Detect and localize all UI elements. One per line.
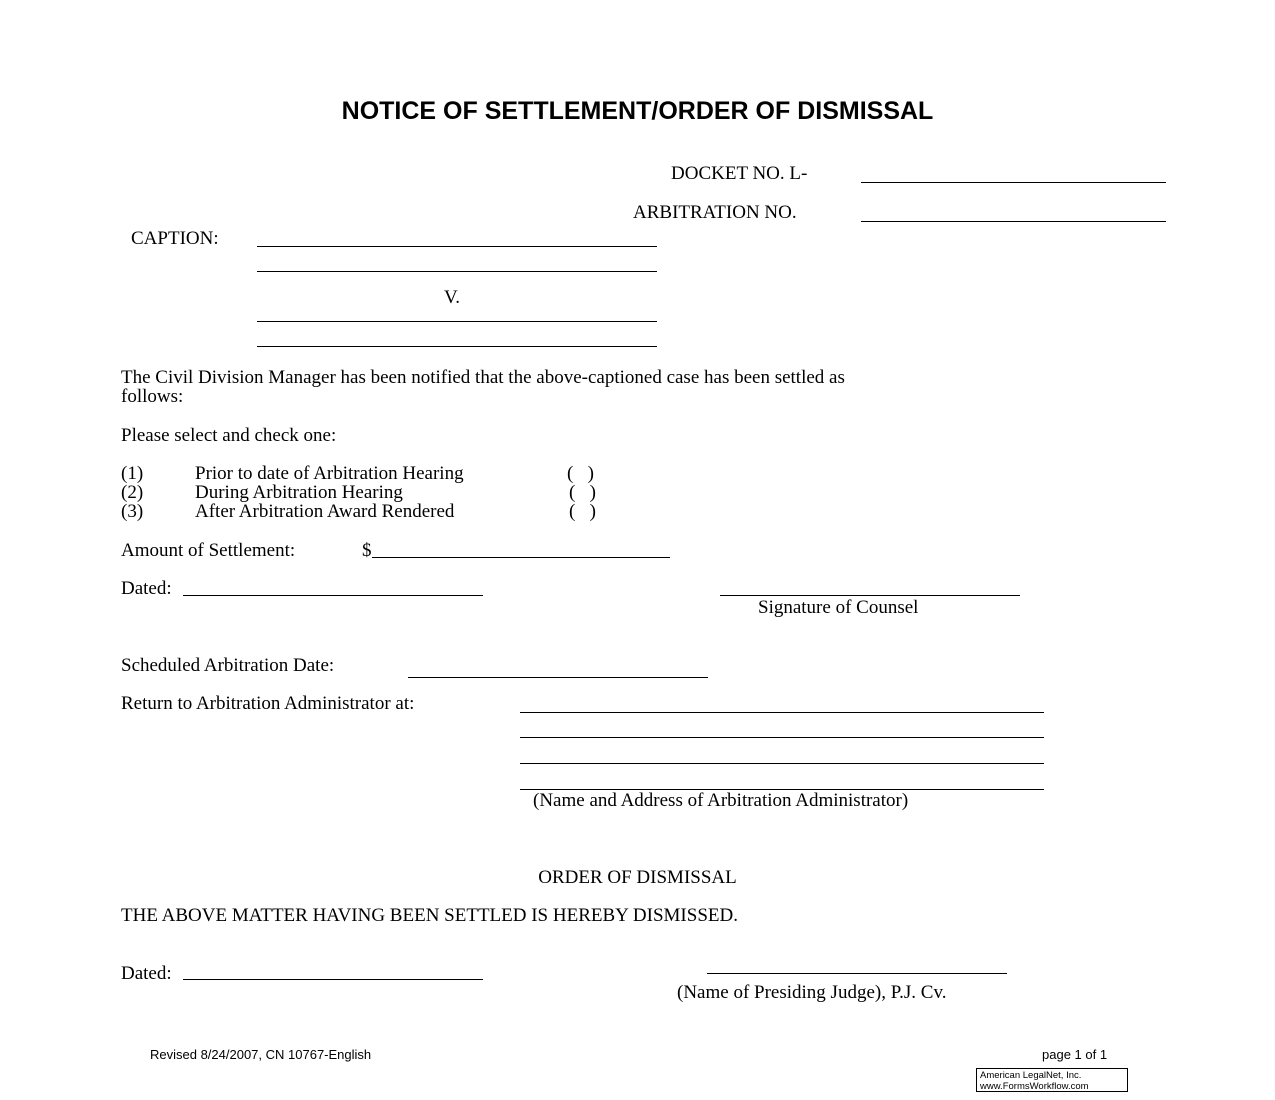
- caption-defendant-line-2[interactable]: [257, 346, 657, 347]
- option-label-after: After Arbitration Award Rendered: [195, 501, 455, 522]
- legalnet-logo: [976, 1068, 1128, 1092]
- versus-text: V.: [444, 287, 461, 308]
- order-text: THE ABOVE MATTER HAVING BEEN SETTLED IS HEREBY DISMISSED.: [121, 905, 738, 926]
- option-label-during: During Arbitration Hearing: [195, 482, 403, 503]
- docket-label: DOCKET NO. L-: [671, 163, 808, 184]
- intro-line-2: follows:: [121, 386, 184, 407]
- option-label-prior: Prior to date of Arbitration Hearing: [195, 463, 464, 484]
- judge-signature-field[interactable]: [707, 973, 1007, 974]
- caption-defendant-line-1[interactable]: [257, 321, 657, 322]
- option-number: (3): [121, 501, 144, 522]
- scheduled-date-field[interactable]: [408, 677, 708, 678]
- caption-label: CAPTION:: [131, 228, 219, 249]
- document-title: NOTICE OF SETTLEMENT/ORDER OF DISMISSAL: [341, 97, 934, 125]
- caption-plaintiff-line-2[interactable]: [257, 271, 657, 272]
- currency-symbol: $: [362, 540, 372, 561]
- signature-caption: Signature of Counsel: [758, 597, 919, 618]
- judge-caption: (Name of Presiding Judge), P.J. Cv.: [677, 982, 947, 1003]
- arbitration-number-field[interactable]: [861, 221, 1166, 222]
- admin-address-line-1[interactable]: [520, 712, 1044, 713]
- dated-field[interactable]: [183, 595, 483, 596]
- option-number: (2): [121, 482, 144, 503]
- amount-field[interactable]: [372, 557, 670, 558]
- counsel-signature-field[interactable]: [720, 595, 1020, 596]
- admin-caption: (Name and Address of Arbitration Administrator): [533, 790, 909, 811]
- admin-address-line-2[interactable]: [520, 737, 1044, 738]
- dated-label: Dated:: [121, 578, 172, 599]
- scheduled-date-label: Scheduled Arbitration Date:: [121, 655, 335, 676]
- footer-revised: Revised 8/24/2007, CN 10767-English: [150, 1047, 372, 1062]
- option-checkbox-during[interactable]: ( ): [569, 482, 596, 503]
- dated-field-2[interactable]: [183, 979, 483, 980]
- order-heading: ORDER OF DISMISSAL: [538, 867, 737, 888]
- footer-page-number: page 1 of 1: [1042, 1047, 1108, 1062]
- caption-plaintiff-line-1[interactable]: [257, 246, 657, 247]
- option-checkbox-after[interactable]: ( ): [569, 501, 596, 522]
- dated-label-2: Dated:: [121, 963, 172, 984]
- amount-label: Amount of Settlement:: [121, 540, 296, 561]
- docket-number-field[interactable]: [861, 182, 1166, 183]
- intro-line-1: The Civil Division Manager has been notified that the above-captioned case has been settled as: [121, 367, 845, 388]
- return-label: Return to Arbitration Administrator at:: [121, 693, 415, 714]
- logo-line-2: www.FormsWorkflow.com: [980, 1081, 1089, 1092]
- option-number: (1): [121, 463, 144, 484]
- admin-address-line-3[interactable]: [520, 763, 1044, 764]
- select-prompt: Please select and check one:: [121, 425, 337, 446]
- logo-line-1: American LegalNet, Inc.: [980, 1070, 1082, 1081]
- arbitration-number-label: ARBITRATION NO.: [633, 202, 797, 223]
- option-checkbox-prior[interactable]: ( ): [567, 463, 594, 484]
